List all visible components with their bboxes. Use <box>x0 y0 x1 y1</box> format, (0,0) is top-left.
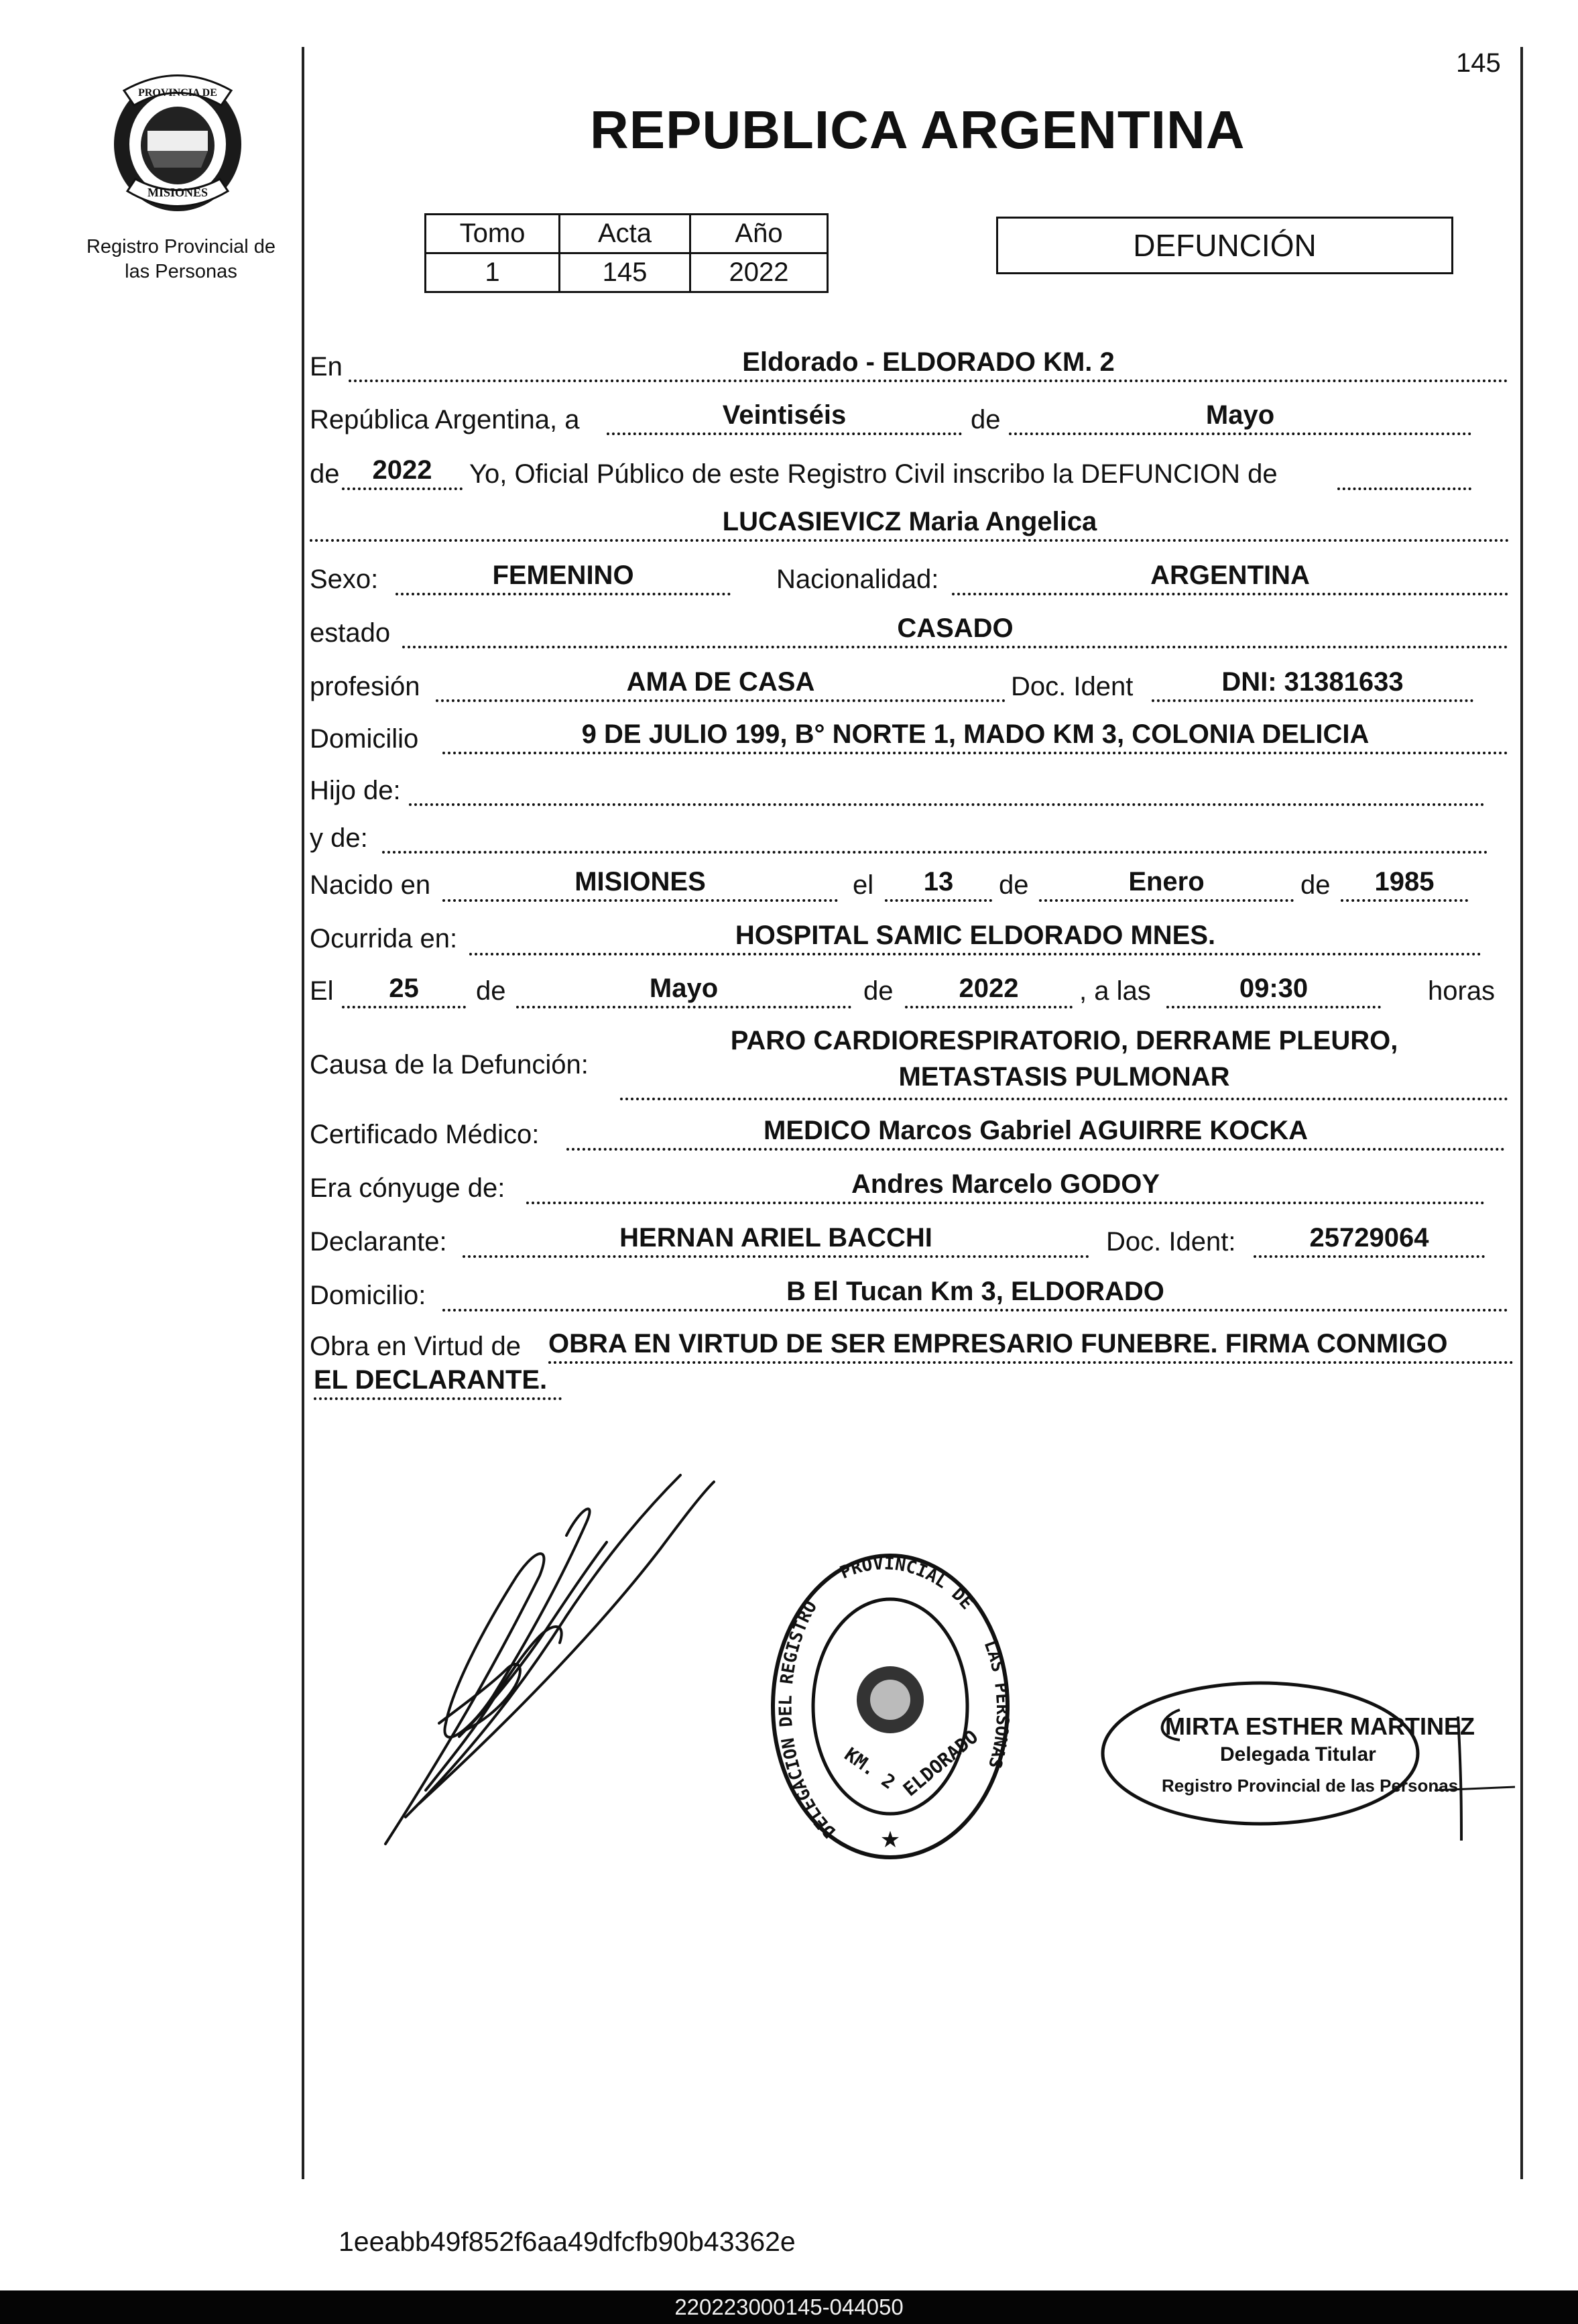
registry-caption-line2: las Personas <box>125 261 237 282</box>
record-value-anio: 2022 <box>690 253 828 292</box>
right-margin-line <box>1520 47 1523 2179</box>
de5-label: de <box>476 976 506 1006</box>
cert-line <box>566 1148 1505 1151</box>
birth-month-line <box>1039 899 1294 902</box>
causa-line <box>620 1098 1508 1100</box>
docident-line <box>1152 699 1473 702</box>
de-label: de <box>971 405 1001 434</box>
day-words: Veintiséis <box>722 400 847 430</box>
footer-bar <box>0 2290 1578 2324</box>
obra-line1: OBRA EN VIRTUD DE SER EMPRESARIO FUNEBRE. FIRMA CONMIGO <box>548 1329 1448 1358</box>
svg-text:PROVINCIA DE: PROVINCIA DE <box>138 87 217 99</box>
domicilio-value: 9 DE JULIO 199, B° NORTE 1, MADO KM 3, COLONIA DELICIA <box>581 719 1370 749</box>
domicilio2-label: Domicilio: <box>310 1281 426 1310</box>
docident2-label: Doc. Ident: <box>1106 1227 1236 1257</box>
profesion-value: AMA DE CASA <box>626 667 815 697</box>
sexo-value: FEMENINO <box>492 561 634 590</box>
conyuge-label: Era cónyuge de: <box>310 1173 505 1203</box>
official-text: Yo, Oficial Público de este Registro Civil inscribo la DEFUNCION de <box>469 459 1278 489</box>
record-header-anio: Año <box>690 215 828 253</box>
de6-label: de <box>863 976 894 1006</box>
causa-line2: METASTASIS PULMONAR <box>898 1062 1230 1092</box>
causa-line1: PARO CARDIORESPIRATORIO, DERRAME PLEURO, <box>730 1026 1398 1055</box>
horas-label: horas <box>1428 976 1496 1006</box>
document-title: REPUBLICA ARGENTINA <box>590 100 1246 160</box>
death-day-line <box>342 1006 466 1008</box>
death-time: 09:30 <box>1239 974 1309 1003</box>
delegate-name: MIRTA ESTHER MARTINEZ <box>1165 1712 1475 1740</box>
yde-label: y de: <box>310 823 368 853</box>
official-line <box>1337 487 1471 490</box>
de4-label: de <box>1300 870 1331 900</box>
year-line <box>342 487 463 490</box>
record-value-row <box>426 253 828 292</box>
en-label: En <box>310 352 343 382</box>
de2-label: de <box>310 459 340 489</box>
de3-label: de <box>999 870 1029 900</box>
docident-value: DNI: 31381633 <box>1221 667 1404 697</box>
el-label: el <box>853 870 874 900</box>
el2-label: El <box>310 976 334 1006</box>
cert-label: Certificado Médico: <box>310 1120 540 1149</box>
death-day: 25 <box>389 974 419 1003</box>
profesion-line <box>436 699 1006 702</box>
month-line <box>1009 432 1471 435</box>
estado-value: CASADO <box>897 614 1014 643</box>
left-margin-line <box>302 47 304 2179</box>
declarante-line <box>463 1255 1089 1258</box>
death-time-line <box>1166 1006 1381 1008</box>
obra-label: Obra en Virtud de <box>310 1332 522 1361</box>
registry-caption-line1: Registro Provincial de <box>86 236 276 257</box>
birth-year-line <box>1341 899 1468 902</box>
svg-text:MISIONES: MISIONES <box>147 186 208 199</box>
domicilio2-value: B El Tucan Km 3, ELDORADO <box>786 1277 1164 1306</box>
ocurrida-value: HOSPITAL SAMIC ELDORADO MNES. <box>735 921 1216 950</box>
record-header-row <box>426 215 828 253</box>
obra-line2: EL DECLARANTE. <box>314 1365 548 1395</box>
birth-year: 1985 <box>1374 867 1435 896</box>
declarante-value: HERNAN ARIEL BACCHI <box>619 1223 932 1253</box>
svg-text:PROVINCIAL DE: PROVINCIAL DE <box>837 1554 977 1614</box>
rep-label: República Argentina, a <box>310 405 580 434</box>
delegate-role: Delegada Titular <box>1220 1743 1376 1765</box>
name-line <box>310 539 1510 542</box>
domicilio-label: Domicilio <box>310 724 419 754</box>
document-type: DEFUNCIÓN <box>1133 228 1317 263</box>
record-value-acta: 145 <box>560 253 690 292</box>
record-table <box>424 213 829 293</box>
conyuge-line <box>526 1202 1485 1204</box>
hijo-label: Hijo de: <box>310 776 401 805</box>
docident2-line <box>1254 1255 1485 1258</box>
registry-seal <box>763 1549 1018 1864</box>
declarante-label: Declarante: <box>310 1227 447 1257</box>
en-line <box>349 380 1508 382</box>
province-coat-of-arms-logo <box>101 64 255 218</box>
conyuge-value: Andres Marcelo GODOY <box>851 1169 1160 1199</box>
birth-month: Enero <box>1128 867 1205 896</box>
death-year-line <box>905 1006 1073 1008</box>
nacionalidad-label: Nacionalidad: <box>776 565 939 594</box>
record-header-tomo: Tomo <box>426 215 560 253</box>
sexo-line <box>396 593 731 595</box>
profesion-label: profesión <box>310 672 420 701</box>
nacido-value: MISIONES <box>574 867 706 896</box>
document-hash: 1eeabb49f852f6aa49dfcfb90b43362e <box>339 2226 796 2257</box>
ocurrida-line <box>469 953 1481 955</box>
en-value: Eldorado - ELDORADO KM. 2 <box>742 347 1115 377</box>
hijo-line <box>409 803 1485 806</box>
svg-text:KM. 2: KM. 2 <box>840 1743 900 1794</box>
birth-day-line <box>885 899 992 902</box>
day-line <box>607 432 962 435</box>
nacido-label: Nacido en <box>310 870 431 900</box>
cert-value: MEDICO Marcos Gabriel AGUIRRE KOCKA <box>764 1116 1308 1145</box>
death-year: 2022 <box>959 974 1019 1003</box>
svg-text:LAS PERSONAS: LAS PERSONAS <box>979 1637 1013 1771</box>
record-header-acta: Acta <box>560 215 690 253</box>
svg-text:ELDORADO: ELDORADO <box>898 1725 983 1801</box>
yde-line <box>382 851 1488 854</box>
ocurrida-label: Ocurrida en: <box>310 924 458 953</box>
footer-code: 220223000145-044050 <box>674 2294 904 2319</box>
domicilio-line <box>442 752 1508 754</box>
domicilio2-line <box>442 1309 1508 1312</box>
svg-text:DELEGACION DEL REGISTRO: DELEGACION DEL REGISTRO <box>776 1597 840 1842</box>
sexo-label: Sexo: <box>310 565 379 594</box>
deceased-name: LUCASIEVICZ Maria Angelica <box>722 507 1097 536</box>
month-value: Mayo <box>1205 400 1275 430</box>
causa-label: Causa de la Defunción: <box>310 1050 589 1080</box>
obra-dotline1 <box>548 1361 1514 1364</box>
death-month-line <box>516 1006 851 1008</box>
delegate-office: Registro Provincial de las Personas <box>1162 1776 1459 1796</box>
estado-line <box>402 646 1508 648</box>
svg-text:★: ★ <box>879 1827 901 1853</box>
nacionalidad-line <box>952 593 1508 595</box>
nacionalidad-value: ARGENTINA <box>1150 561 1310 590</box>
record-value-tomo: 1 <box>426 253 560 292</box>
docident2-value: 25729064 <box>1309 1223 1429 1253</box>
year-value: 2022 <box>372 455 432 485</box>
docident-label: Doc. Ident <box>1011 672 1134 701</box>
obra-dotline2 <box>314 1397 562 1400</box>
page-number: 145 <box>1456 48 1501 78</box>
birth-day: 13 <box>923 867 954 896</box>
estado-label: estado <box>310 618 391 648</box>
document-type-box <box>996 217 1453 274</box>
death-month: Mayo <box>649 974 719 1003</box>
registry-caption <box>64 235 298 284</box>
declarant-signature <box>365 1468 741 1857</box>
alas-label: , a las <box>1079 976 1151 1006</box>
nacido-line <box>442 899 838 902</box>
